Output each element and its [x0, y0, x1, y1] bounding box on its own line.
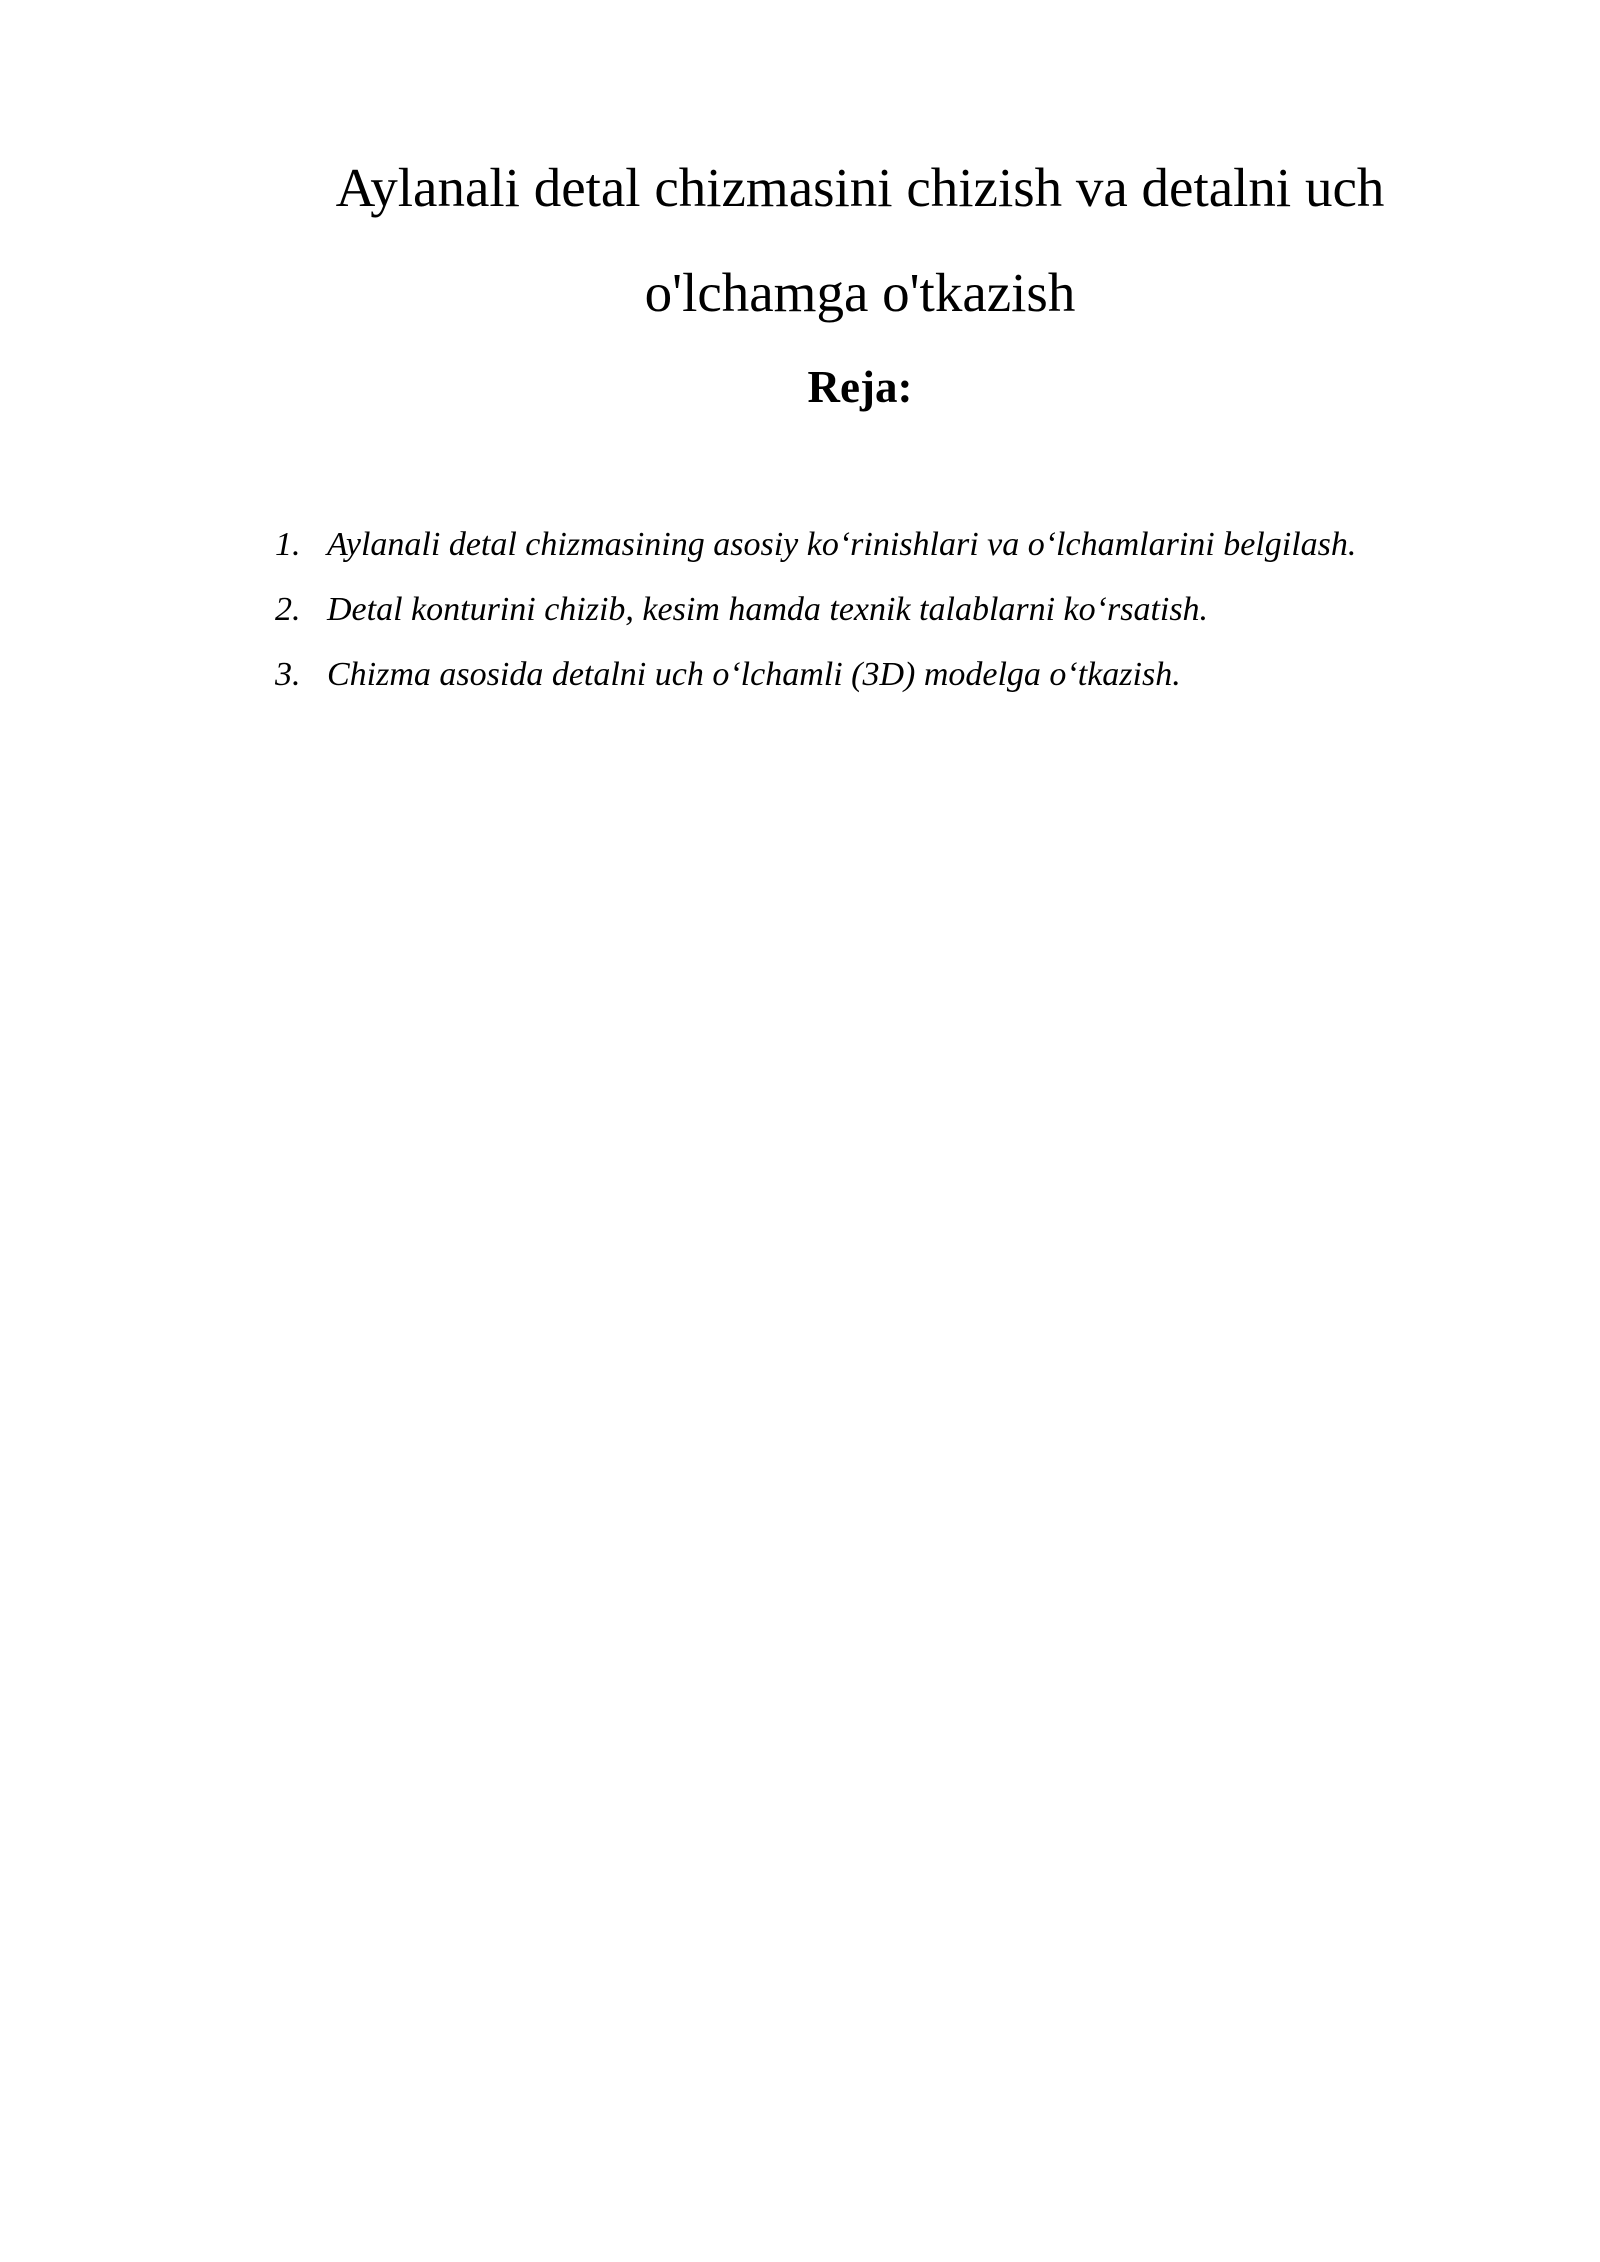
plan-item [275, 528, 1356, 593]
plan-item-text: Aylanali detal chizmasining asosiy ko‘rinishlari va o‘lchamlarini belgilash. [327, 526, 1357, 563]
plan-heading: Reja: [807, 362, 913, 412]
document-title-line-2: o'lchamga o'tkazish [644, 262, 1076, 323]
plan-item-number: 3. [275, 656, 301, 693]
plan-item-number: 2. [275, 591, 301, 628]
plan-item [275, 658, 1356, 723]
plan-item [275, 593, 1356, 658]
plan-item-text: Chizma asosida detalni uch o‘lchamli (3D) modelga o‘tkazish. [327, 656, 1181, 693]
plan-item-number: 1. [275, 526, 301, 563]
plan-list [275, 528, 1356, 723]
plan-item-text: Detal konturini chizib, kesim hamda texnik talablarni ko‘rsatish. [327, 591, 1209, 628]
document-title-line-1: Aylanali detal chizmasini chizish va detalni uch [335, 157, 1385, 218]
